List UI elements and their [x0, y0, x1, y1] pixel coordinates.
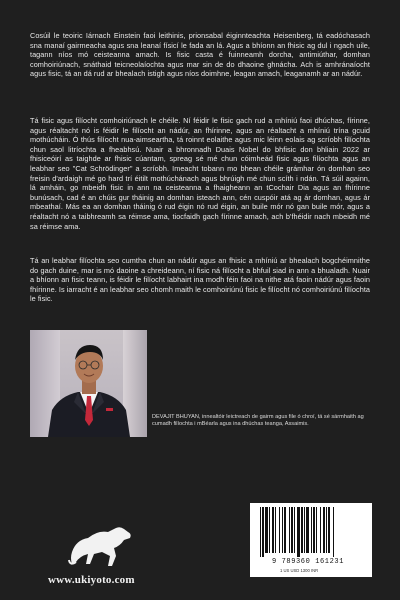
barcode-bar	[328, 507, 330, 553]
barcode-bar	[320, 507, 321, 553]
author-bio: DEVAJIT BHUYAN, innealtóir leictreach de gairm agus file ó chroí, tá sé sármhaith ag cumadh filíochta i mBéarla agus ina dhúchas teanga, Assaimis.	[152, 414, 364, 428]
isbn-number: 9 789360 161231	[272, 558, 345, 566]
barcode-bar	[262, 507, 264, 557]
barcode-bar	[275, 507, 276, 553]
barcode-bar	[294, 507, 295, 553]
barcode-bar	[297, 507, 300, 557]
blurb-paragraph-1: Cosúil le teoiric Iárnach Einstein faoi leithinis, prionsabal éiginnteachta Heisenberg, tá eadóchasach sna manaí gairmeacha agus sna leanaí físicí le fada an lá. Agus a bhíonn an fhisic ag dul i ngach uile, tagann níos mó ceisteanna amach. Is fisic casta é fuinneamh dorcha, antimiúthar, domhan comhoiriúnach, snáthaid teicneolaíochta agus mar sin de do dhaoine ghnácha. Ach is amhránaíocht agus fisic, tá an dá rud ar bhealach istigh agus níos doimhne, leagan amach, leaganamh ar an nádúr.	[30, 31, 370, 79]
barcode-bar	[269, 507, 270, 553]
barcode-bar	[301, 507, 303, 553]
barcode-bar	[333, 507, 334, 557]
barcode-bar	[306, 507, 309, 553]
author-photo	[30, 330, 147, 437]
barcode-bar	[272, 507, 274, 553]
barcode-bar	[291, 507, 293, 553]
panther-logo-icon	[68, 522, 136, 568]
price-note: 1 US USD 1300 INR	[280, 568, 319, 573]
barcode-bar	[323, 507, 325, 553]
barcode-bar	[304, 507, 305, 553]
barcode-bar	[284, 507, 286, 553]
barcode-bar	[282, 507, 283, 553]
isbn-barcode	[250, 503, 372, 577]
barcode-bar	[311, 507, 312, 553]
publisher-url: www.ukiyoto.com	[48, 574, 135, 586]
barcode-bar	[313, 507, 315, 553]
blurb-paragraph-3: Tá an leabhar filíochta seo cumtha chun an nádúr agus an fhisic a mhíniú ar bhealach bogchéimnithe do gach duine, mar is mó daoine a chreideann, ní fisic ná filíocht a bhfuil siad in ann a bhualadh. Nuair a bhíonn an fisic teann, is féidir le filíocht labhairt ina modh féin faoi na nithe atá faoin nádúr agus faoin fhírinne. Is iarracht é an leabhar seo chomh maith le comhoiriúnú fisic le filíocht nó comhoiriúnú filíochta le fisic.	[30, 256, 371, 304]
barcode-bar	[265, 507, 268, 553]
barcode-bar	[289, 507, 290, 553]
barcode-bar	[260, 507, 261, 557]
barcode-bar	[279, 507, 280, 553]
blurb-paragraph-2: Tá fisic agus filíocht comhoiriúnach le chéile. Ní féidir le fisic gach rud a mhíniú faoi dhúchas, fírinne, agus réaltacht nó is féidir le filíocht an nádúr, an fhírinne, agus an réaltacht a mhíniú trína gcuid mothúcháin. Ó thús filíocht nua-aimseartha, tá roinnt eolaithe agus mic léinn eolais ag scríobh filíochta chun saol litríochta a fheabhsú. Nuair a bhronnadh Duais Nobel do bhfisic don bhliain 2022 ar fhisiceóirí as taighde ar fhisic cúantam, spreag sé mé chun cóimheád fisic agus filíochta agus an leabhar seo "Cat Schrödinger" a scríobh. Imeacht tobann mo bhean chéile grámhar ón domhan seo freisin d'ardaigh mé go hard trí éitilt mothúchánach agus bhrúigh mé chun scíth i ndán. Tá súil againn, lá amháin, go mbeidh fisic in ann na ceisteanna a fhaigheann an tCochair Dia agus an fhírinne bunúsach, cad é an chúis gur tháinig an domhan isteach ann, cén cuspóir atá ag ár domhan, agus ár mbeathaí. Más ea an domhan tháinig ó rud éigin nó rud éigin, an buile mór nó gan buile mór, agus a réaltacht nó a taibhreamh sa réimse ama, tiocfaidh gach fírinne amach, ach b'fhéidir nach mbeidh mé sa réimse ama.	[30, 116, 370, 231]
barcode-bar	[326, 507, 327, 553]
barcode-bar	[316, 507, 317, 553]
